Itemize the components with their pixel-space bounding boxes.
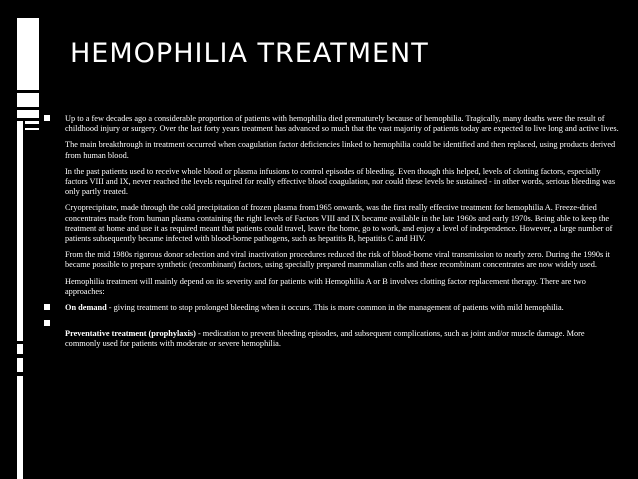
paragraph <box>65 303 622 313</box>
bullet-item <box>44 303 622 313</box>
description: - medication to prevent bleeding episodes, and subsequent complications, such as joint and/or muscle damage. More commonly used for patients with moderate or severe hemophilia. <box>65 329 585 349</box>
paragraph: Cryoprecipitate, made through the cold precipitation of frozen plasma from1965 onwards, was the first really effective treatment for hemophilia A. Freeze-dried concentrates made from human plasma containing the right levels of Factors VIII and IX became available in the late 1960s and early 1970s. Being able to keep the treatment at home and use it as required meant that patients could travel, leave the home, go to work, and enjoy a level of independence. However, a large number of patients subsequently became infected with blood-borne pathogens, such as hepatitis B, hepatitis C and HIV. <box>65 203 613 244</box>
bullet-item <box>44 319 622 349</box>
decorative-stripe <box>25 128 39 130</box>
slide-title: HEMOPHILIA TREATMENT <box>70 38 429 69</box>
decorative-block <box>17 93 39 107</box>
decorative-stripe <box>17 358 23 372</box>
bullet-icon <box>44 115 50 121</box>
decorative-block <box>17 18 39 90</box>
paragraph: Hemophilia treatment will mainly depend on its severity and for patients with Hemophilia A or B involves clotting factor replacement therapy. There are two approaches: <box>65 276 586 296</box>
bullet-icon <box>44 304 50 310</box>
paragraph <box>65 329 622 349</box>
paragraph: Up to a few decades ago a considerable proportion of patients with hemophilia died prematurely because of hemophilia. Tragically, many deaths were the result of childhood injury or surgery. Over the last forty years treatment has advanced so much that the vast majority of patients today are expected to live long and active lives. <box>65 114 619 134</box>
bold-term: On demand <box>65 303 107 313</box>
decorative-stripe <box>17 344 23 354</box>
empty-line <box>65 319 622 329</box>
paragraph: In the past patients used to receive whole blood or plasma infusions to control episodes of bleeding. Even though this helped, levels of clotting factors, especially factors VIII and IX, never reached the levels required for really effective blood coagulation, nor could these levels be sustained - in other words, serious bleeding was only partly treated. <box>65 166 616 197</box>
slide-content <box>44 114 622 356</box>
decorative-stripe <box>17 376 23 479</box>
decorative-stripe <box>25 121 39 124</box>
decorative-block <box>17 110 39 118</box>
bullet-icon <box>44 320 50 326</box>
paragraph: From the mid 1980s rigorous donor selection and viral inactivation procedures reduced the risk of blood-borne viral transmission to nearly zero. During the 1990s it became possible to prepare synthetic (recombinant) factors, using specially prepared mammalian cells and these recombinant concentrates are now widely used. <box>65 250 610 270</box>
bullet-item <box>44 114 622 297</box>
paragraph: The main breakthrough in treatment occurred when coagulation factor deficiencies linked to hemophilia could be identified and then replaced, using products derived from human blood. <box>65 140 616 160</box>
decorative-bars <box>17 18 39 479</box>
bold-term: Preventative treatment (prophylaxis) <box>65 329 196 339</box>
decorative-stripe <box>17 121 23 341</box>
description: - giving treatment to stop prolonged bleeding when it occurs. This is more common in the management of patients with mild hemophilia. <box>106 303 564 313</box>
